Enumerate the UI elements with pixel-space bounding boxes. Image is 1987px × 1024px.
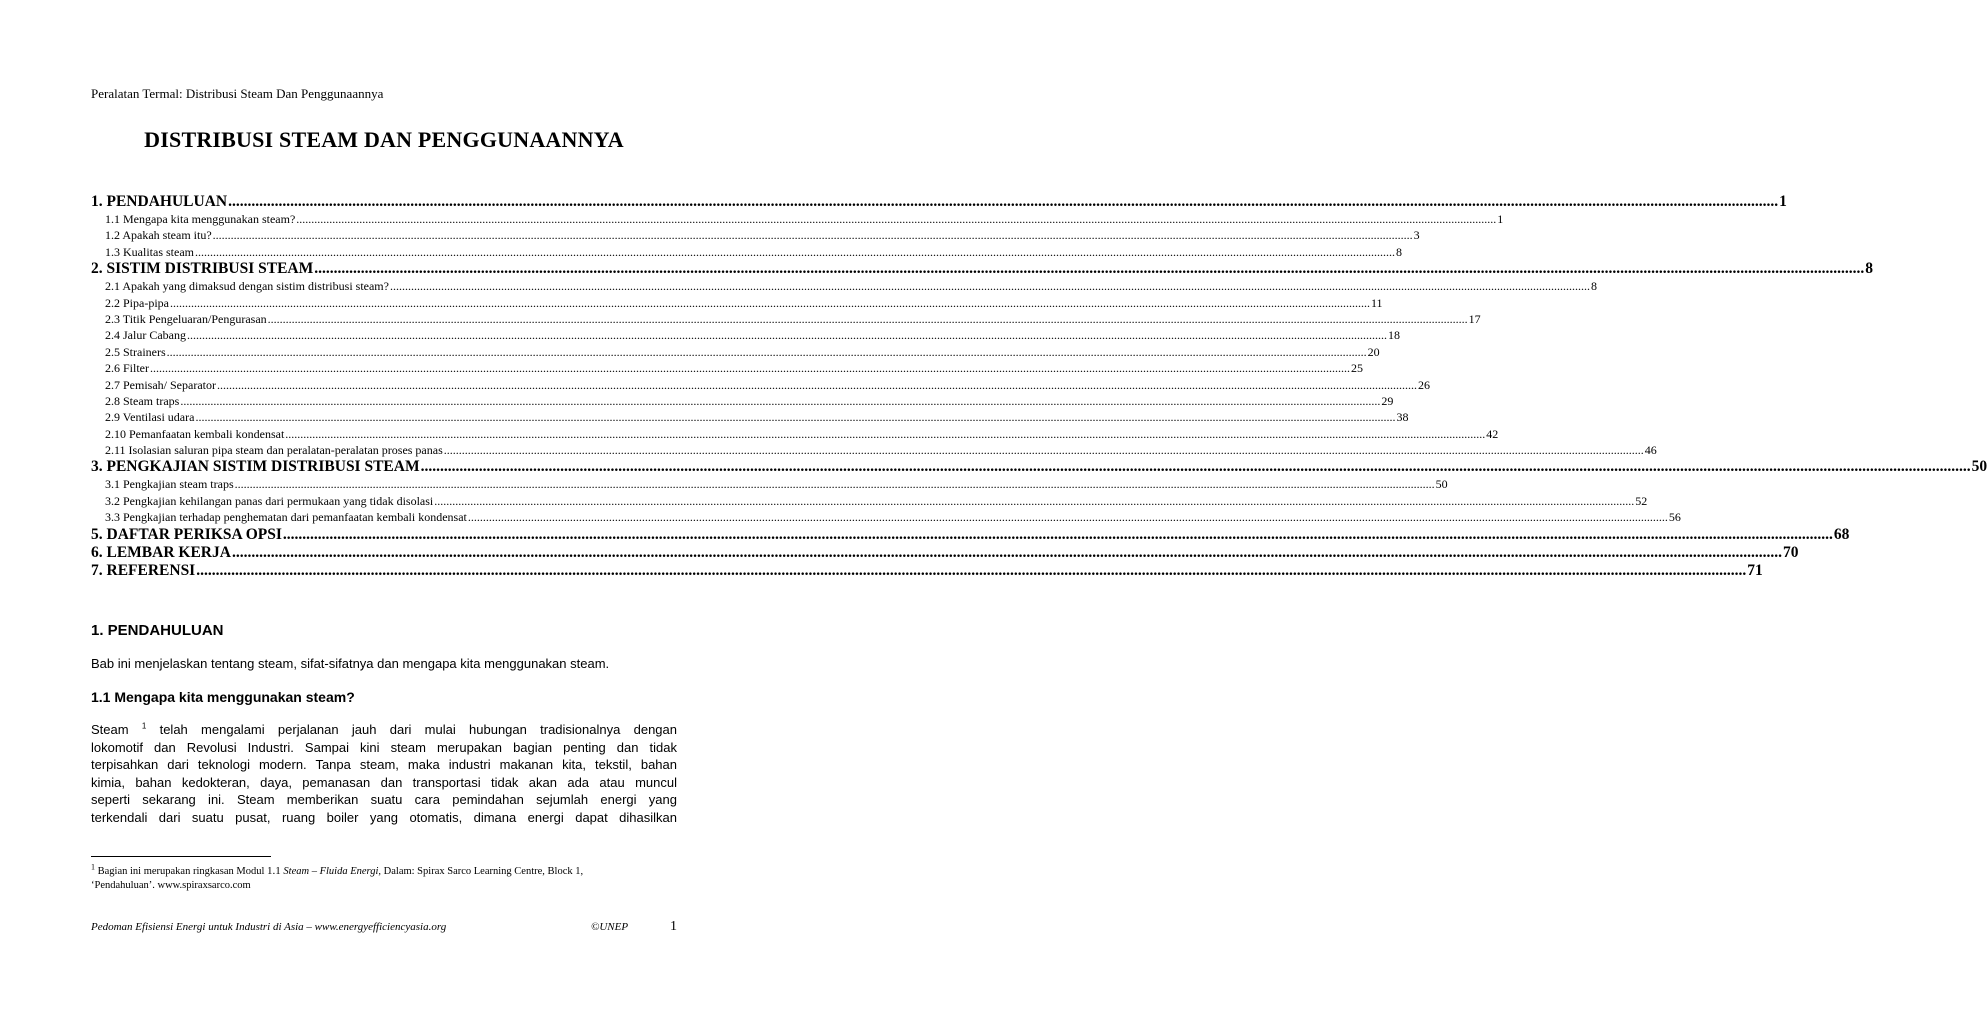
toc-dot-leader: ................................................................................................................................................................................................................................................................................................................................................................................................................ [389,279,1590,294]
footnote-source: Dalam: Spirax Sarco Learning Centre, Block 1, [383,866,584,877]
toc-section-entry[interactable] [91,393,1394,409]
toc-dot-leader: ................................................................................................................................................................................................................................................................................................................................................................................................................ [282,525,1833,543]
toc-dot-leader: ................................................................................................................................................................................................................................................................................................................................................................................................................ [314,260,1865,278]
toc-page-number: 71 [1747,561,1763,579]
footnote-line [91,864,677,879]
document-title: DISTRIBUSI STEAM DAN PENGGUNAANNYA [144,127,624,152]
toc-page-number: 18 [1387,328,1400,343]
toc-entry-title: 3. PENGKAJIAN SISTIM DISTRIBUSI STEAM [91,458,420,476]
toc-section-entry[interactable] [91,409,1409,425]
toc-dot-leader: ................................................................................................................................................................................................................................................................................................................................................................................................................ [467,510,1668,525]
toc-page-number: 68 [1833,525,1850,543]
toc-dot-leader: ................................................................................................................................................................................................................................................................................................................................................................................................................ [212,228,1413,243]
page-number: 1 [670,919,677,934]
toc-dot-leader: ................................................................................................................................................................................................................................................................................................................................................................................................................ [420,458,1971,476]
body-paragraph [91,721,677,826]
toc-dot-leader: ................................................................................................................................................................................................................................................................................................................................................................................................................ [216,377,1417,392]
toc-entry-title: 2.5 Strainers [105,344,166,359]
toc-entry-title: 2.4 Jalur Cabang [105,328,186,343]
toc-dot-leader: ................................................................................................................................................................................................................................................................................................................................................................................................................ [196,561,1747,579]
toc-entry-title: 2.1 Apakah yang dimaksud dengan sistim distribusi steam? [105,279,389,294]
toc-section-entry[interactable] [91,426,1499,442]
footnote-module-title: Steam – Fluida Energi, [283,866,382,877]
toc-dot-leader: ................................................................................................................................................................................................................................................................................................................................................................................................................ [434,493,1635,508]
toc-section-entry[interactable] [91,476,1448,492]
footer-text: Pedoman Efisiensi Energi untuk Industri di Asia – www.energyefficiencyasia.org [91,921,447,933]
toc-page-number: 8 [1590,279,1597,294]
toc-page-number: 50 [1435,477,1448,492]
toc-section-entry[interactable] [91,493,1648,509]
toc-page-number: 26 [1417,377,1430,392]
toc-chapter-entry[interactable] [91,193,1787,211]
toc-entry-title: 2.7 Pemisah/ Separator [105,377,216,392]
toc-section-entry[interactable] [91,211,1504,227]
toc-page-number: 1 [1779,193,1787,210]
toc-section-entry[interactable] [91,509,1681,525]
toc-page-number: 25 [1351,361,1363,376]
footnote-reference: 1 [141,721,147,731]
toc-entry-title: 2.10 Pemanfaatan kembali kondensat [105,426,285,441]
toc-chapter-entry[interactable] [91,260,1873,278]
toc-entry-title: 5. DAFTAR PERIKSA OPSI [91,525,282,543]
toc-section-entry[interactable] [91,244,1402,260]
page-footer [91,921,677,937]
toc-entry-title: 3.3 Pengkajian terhadap penghematan dari pemanfaatan kembali kondensat [105,510,467,525]
footnote [91,864,677,893]
toc-entry-title: 2.3 Titik Pengeluaran/Pengurasan [105,311,267,326]
toc-page-number: 17 [1468,311,1481,326]
toc-page-number: 11 [1371,295,1383,310]
first-word: Steam [91,722,129,737]
paragraph-line: lokomotif dan Revolusi Industri. Sampai kini steam merupakan bagian penting dan tidak [91,739,677,755]
toc-page-number: 8 [1865,260,1873,278]
intro-text: Bab ini menjelaskan tentang steam, sifat-sifatnya dan mengapa kita menggunakan steam. [91,656,610,671]
first-line-text: telah mengalami perjalanan jauh dari mulai hubungan tradisionalnya dengan [159,722,677,737]
toc-dot-leader: ................................................................................................................................................................................................................................................................................................................................................................................................................ [231,543,1782,561]
toc-dot-leader: ................................................................................................................................................................................................................................................................................................................................................................................................................ [267,311,1468,326]
toc-dot-leader: ................................................................................................................................................................................................................................................................................................................................................................................................................ [443,443,1644,458]
toc-dot-leader: ................................................................................................................................................................................................................................................................................................................................................................................................................ [285,426,1486,441]
toc-section-entry[interactable] [91,327,1400,343]
toc-section-entry[interactable] [91,227,1420,243]
toc-section-entry[interactable] [91,344,1380,360]
section-heading: 1. PENDAHULUAN [91,622,224,639]
toc-entry-title: 1. PENDAHULUAN [91,193,228,210]
footnote-text: Bagian ini merupakan ringkasan Modul [97,866,265,877]
toc-entry-title: 3.1 Pengkajian steam traps [105,477,234,492]
toc-page-number: 1 [1497,212,1504,226]
toc-page-number: 42 [1486,426,1499,441]
toc-entry-title: 2.8 Steam traps [105,393,180,408]
paragraph-line: terkendali dari suatu pusat, ruang boiler yang otomatis, dimana energi dapat dihasilkan [91,809,677,825]
running-header: Peralatan Termal: Distribusi Steam Dan Penggunaannya [91,86,384,101]
paragraph-line: seperti sekarang ini. Steam memberikan suatu cara pemindahan sejumlah energi yang [91,792,677,807]
toc-entry-title: 2.6 Filter [105,361,149,376]
toc-dot-leader: ................................................................................................................................................................................................................................................................................................................................................................................................................ [195,410,1396,425]
table-of-contents [91,193,1987,580]
toc-section-entry[interactable] [91,278,1597,294]
footer-copyright: ©UNEP [591,921,629,933]
toc-dot-leader: ................................................................................................................................................................................................................................................................................................................................................................................................................ [186,328,1387,343]
toc-entry-title: 2.9 Ventilasi udara [105,410,195,425]
toc-dot-leader: ................................................................................................................................................................................................................................................................................................................................................................................................................ [150,361,1350,376]
toc-dot-leader: ................................................................................................................................................................................................................................................................................................................................................................................................................ [228,193,1779,210]
paragraph-line: kimia, bahan kedokteran, daya, pemanasan dan transportasi tidak akan ada atau muncul [91,774,677,790]
toc-chapter-entry[interactable] [91,525,1850,544]
footnote-module: 1.1 [267,865,281,877]
footnote-line-2: ‘Pendahuluan’. www.spiraxsarco.com [91,880,251,891]
toc-entry-title: 2. SISTIM DISTRIBUSI STEAM [91,260,314,278]
toc-entry-title: 1.1 Mengapa kita menggunakan steam? [105,212,296,226]
toc-dot-leader: ................................................................................................................................................................................................................................................................................................................................................................................................................ [194,244,1395,259]
toc-dot-leader: ................................................................................................................................................................................................................................................................................................................................................................................................................ [166,344,1367,359]
toc-entry-title: 1.2 Apakah steam itu? [105,228,212,243]
toc-page-number: 56 [1668,510,1681,525]
toc-section-entry[interactable] [91,442,1657,458]
toc-entry-title: 2.11 Isolasian saluran pipa steam dan peralatan-peralatan proses panas [105,443,443,458]
toc-section-entry[interactable] [91,360,1363,376]
paragraph-line: terpisahkan dari teknologi modern. Tanpa steam, maka industri makanan kita, tekstil, bahan [91,757,677,772]
toc-chapter-entry[interactable] [91,561,1763,580]
toc-page-number: 38 [1396,410,1409,425]
toc-section-entry[interactable] [91,295,1383,311]
toc-entry-title: 3.2 Pengkajian kehilangan panas dari permukaan yang tidak disolasi [105,493,434,508]
toc-entry-title: 6. LEMBAR KERJA [91,543,231,561]
toc-page-number: 50 [1971,458,1987,476]
toc-entry-title: 1.3 Kualitas steam [105,244,194,259]
toc-chapter-entry[interactable] [91,543,1799,562]
paragraph-line [91,721,677,739]
toc-entry-title: 2.2 Pipa-pipa [105,295,169,310]
toc-page-number: 52 [1635,493,1648,508]
toc-section-entry[interactable] [91,311,1481,327]
toc-chapter-entry[interactable] [91,458,1987,476]
toc-dot-leader: ................................................................................................................................................................................................................................................................................................................................................................................................................ [234,477,1435,492]
footnote-mark: 1 [91,862,95,872]
toc-page-number: 20 [1367,344,1380,359]
toc-page-number: 3 [1413,228,1420,243]
toc-page-number: 8 [1395,244,1402,259]
toc-dot-leader: ................................................................................................................................................................................................................................................................................................................................................................................................................ [296,212,1497,226]
toc-page-number: 70 [1782,543,1799,561]
toc-dot-leader: ................................................................................................................................................................................................................................................................................................................................................................................................................ [170,295,1370,310]
toc-dot-leader: ................................................................................................................................................................................................................................................................................................................................................................................................................ [180,393,1381,408]
footnote-divider [91,856,271,857]
toc-section-entry[interactable] [91,377,1430,393]
toc-page-number: 46 [1644,443,1657,458]
toc-page-number: 29 [1381,393,1394,408]
toc-entry-title: 7. REFERENSI [91,561,196,579]
subsection-heading: 1.1 Mengapa kita menggunakan steam? [91,689,355,705]
